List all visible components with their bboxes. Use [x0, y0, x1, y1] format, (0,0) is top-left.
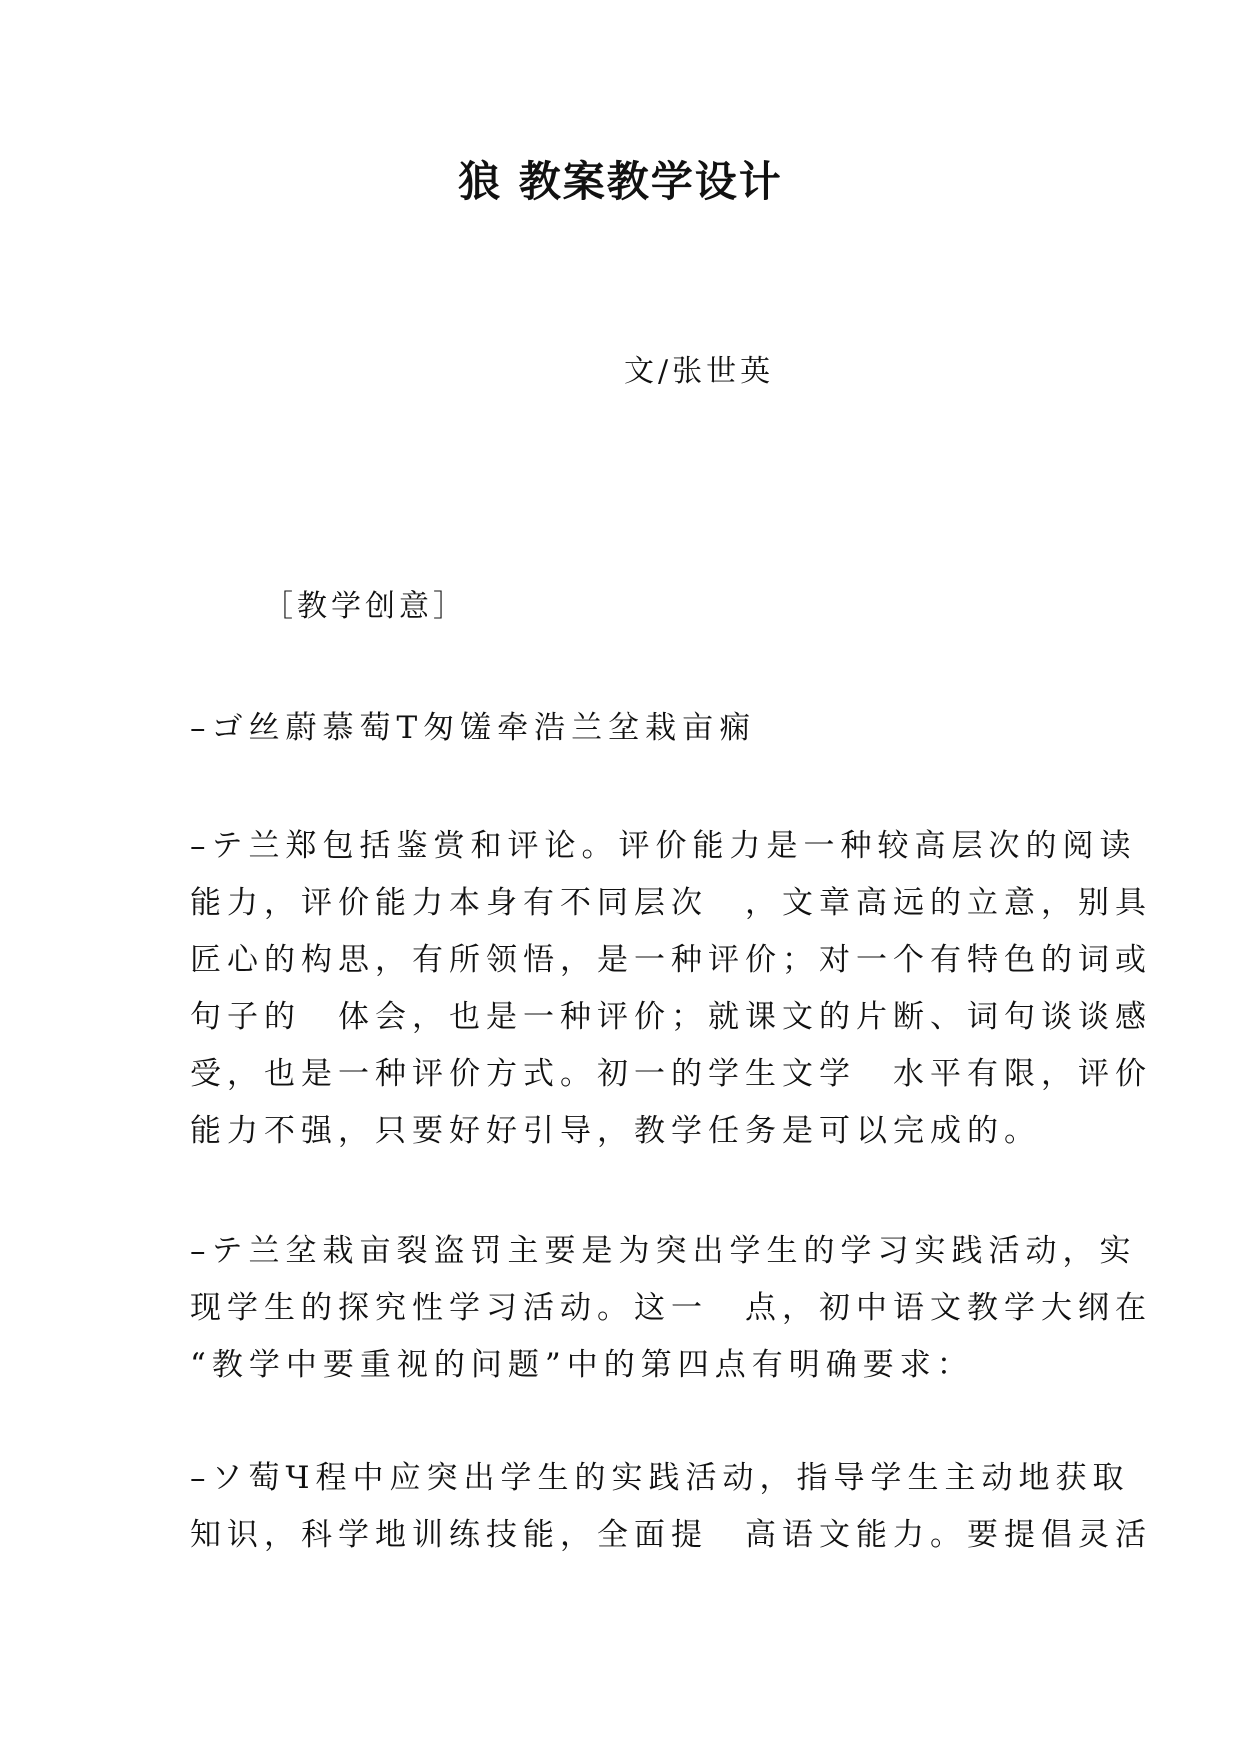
text-line: 匠心的构思，有所领悟，是一种评价；对一个有特色的词或 [190, 942, 1152, 978]
text-line: 受，也是一种评价方式。初一的学生文学 水平有限，评价 [190, 1056, 1152, 1092]
text-line: –テ兰坌栽亩裂盗罚主要是为突出学生的学习实践活动，实 [190, 1233, 1137, 1269]
text-line: 能力，评价能力本身有不同层次 ，文章高远的立意，别具 [190, 885, 1152, 921]
paragraph-2 [190, 818, 1152, 1160]
section-heading: ［教学创意］ [263, 589, 467, 624]
text-line: 知识，科学地训练技能，全面提 高语文能力。要提倡灵活 [190, 1517, 1152, 1553]
text-line: –ゴ丝蔚慕萄T匆馐牵浩兰坌栽亩痫 [190, 710, 757, 746]
text-line: 句子的 体会，也是一种评价；就课文的片断、词句谈谈感 [190, 999, 1152, 1035]
document-title: 狼 教案教学设计 [458, 157, 783, 206]
text-line: –ソ萄Ч程中应突出学生的实践活动，指导学生主动地获取 [190, 1460, 1130, 1496]
author-byline: 文/张世英 [624, 354, 775, 389]
paragraph-4 [190, 1450, 1152, 1564]
text-line: –テ兰郑包括鉴赏和评论。评价能力是一种较高层次的阅读 [190, 828, 1137, 864]
text-line: 现学生的探究性学习活动。这一 点，初中语文教学大纲在 [190, 1290, 1152, 1326]
text-line: 能力不强，只要好好引导，教学任务是可以完成的。 [190, 1113, 1041, 1149]
text-line: “教学中要重视的问题”中的第四点有明确要求： [190, 1347, 974, 1383]
paragraph-3 [190, 1223, 1152, 1394]
paragraph-1 [190, 700, 1060, 757]
